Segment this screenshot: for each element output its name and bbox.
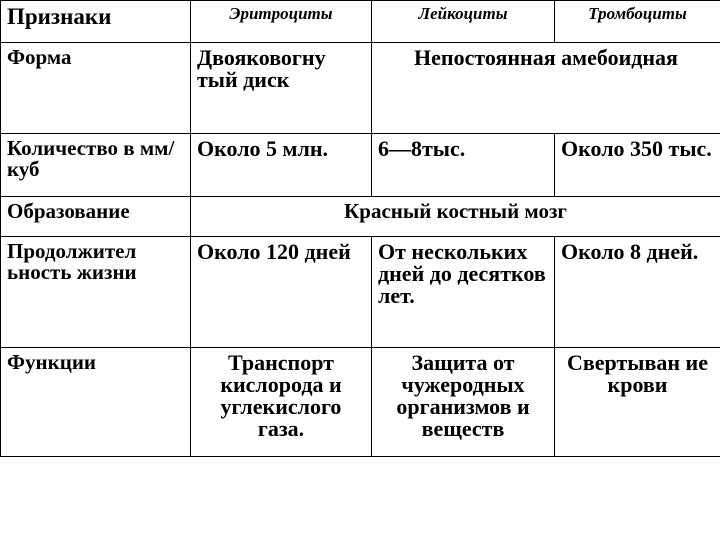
header-features: Признаки: [1, 1, 191, 43]
table-row-lifespan: [1, 237, 720, 348]
cell-functions-leukocytes: Защита от чужеродных организмов и веществ: [372, 348, 555, 457]
cell-lifespan-erythrocytes: Около 120 дней: [191, 237, 372, 348]
table-row-shape: [1, 43, 720, 134]
row-label-lifespan: Продолжител ьность жизни: [1, 237, 191, 348]
cell-count-platelets: Около 350 тыс.: [555, 134, 720, 197]
cell-count-erythrocytes: Около 5 млн.: [191, 134, 372, 197]
row-label-shape: Форма: [1, 43, 191, 134]
row-label-functions: Функции: [1, 348, 191, 457]
cell-lifespan-platelets: Около 8 дней.: [555, 237, 720, 348]
header-erythrocytes: Эритроциты: [191, 1, 372, 43]
cell-functions-erythrocytes: Транспорт кислорода и углекислого газа.: [191, 348, 372, 457]
header-leukocytes: Лейкоциты: [372, 1, 555, 43]
row-label-count: Количество в мм/куб: [1, 134, 191, 197]
table-row-origin: [1, 197, 720, 237]
cell-origin-merged: Красный костный мозг: [191, 197, 720, 237]
cell-functions-platelets: Свертыван ие крови: [555, 348, 720, 457]
cell-count-leukocytes: 6—8тыс.: [372, 134, 555, 197]
table-row-count: [1, 134, 720, 197]
row-label-origin: Образование: [1, 197, 191, 237]
header-row: [1, 1, 720, 43]
table-row-functions: [1, 348, 720, 457]
cell-shape-merged: Непостоянная амебоидная: [372, 43, 720, 134]
cell-lifespan-leukocytes: От нескольких дней до десятков лет.: [372, 237, 555, 348]
header-platelets: Тромбоциты: [555, 1, 720, 43]
cell-shape-erythrocytes: Двояковогну тый диск: [191, 43, 372, 134]
